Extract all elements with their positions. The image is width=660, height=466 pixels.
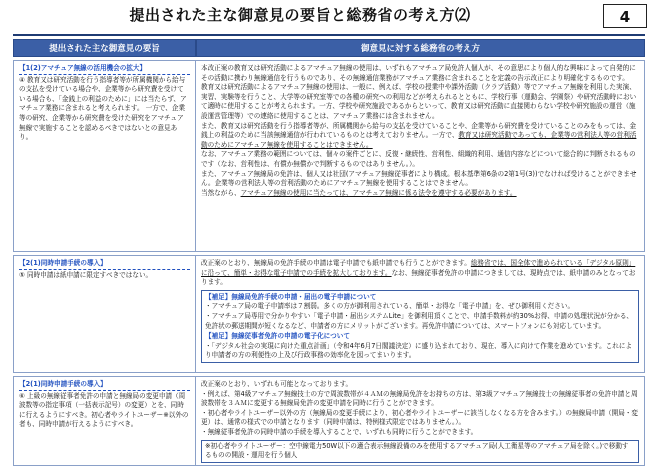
opinion-cell <box>13 60 196 252</box>
response-paragraph: なお、アマチュア業務の範囲については、個々の案件ごとに、反復・継続性、営利性、組織的利用、通信内容などについて総合的に判断されるものです（なお、営利性は、有償か無償かで判断するものではありません。）。 <box>201 150 636 168</box>
supplement-heading: 【補足】無線従事者免許の申請の電子化について <box>205 332 350 341</box>
table-row <box>13 376 645 466</box>
bullet-item: ・初心者やライトユーザー以外の方（無線局の変更手続により、初心者やライトユーザーに該当しなくなる方を含みます。）の無線局申請（開局・変更）は、通常の様式での申請となります（同時申請は、特例様式限定ではありません。）。 <box>201 408 639 427</box>
response-paragraph: また、アマチュア無線局の免許は、個人又は社団(アマチュア無線従事者により構成。根本基準第6条の2第1号(3))でなければ受けることができません。企業等の営利法人等の営利活動のためにアマチュア無線を使用することはできません。 <box>201 169 637 188</box>
table-row <box>13 60 645 252</box>
response-paragraph <box>201 259 639 288</box>
opinion-text: ⑥ 上級の無線従事者免許の申請と無線局の変更申請（周波数等の指定事項（一括表示記号）の変更）とを、同時に行えるようにすべき。初心者やライトユーザー※以外の者も、同時申請が行えるようにすべき。 <box>19 391 189 429</box>
section-label: 【1(2)アマチュア無線の活用機会の拡大】 <box>19 64 190 75</box>
section-label: 【2(1)同時申請手続の導入】 <box>19 259 190 270</box>
response-text: 当然ながら、 <box>201 188 241 197</box>
response-cell <box>196 376 645 466</box>
underlined-text: 教育又は研究活動であっても、企業等の営利法人等の営利活動のためにアマチュア無線を使用することはできません。 <box>201 131 637 149</box>
footnote-box: ※初心者やライトユーザー：空中線電力50W以下の適合表示無線設備のみを使用するアマチュア局(人工衛星等のアマチュア局を除く。)で移動するものの開設・運用を行う個人 <box>201 440 639 463</box>
response-paragraph: 改正案のとおり、いずれも可能となっております。 <box>201 380 353 388</box>
response-paragraph: 教育又は研究活動によるアマチュア無線の使用は、一般に、例えば、学校の授業中や課外活動（クラブ活動）等でアマチュア無線を利用した実演、実習、実験等を行うこと、大学等の研究室等での各種の研究への利用などが考えられるとともに、学校行事（運動会、学園祭）や研究活動時において適時に使用することが考えられます。一方、学校や研究施設であるからといって、教育又は研究活動に直接関わらない学校や研究施設の運営（施設運営管理等）での連絡に使用することは、アマチュア業務には含まれません。 <box>201 83 637 120</box>
underlined-text: 総務省では、国全体で進められている「デジタル原則」に沿って、簡単・お得な電子申請での手続を拡大しております。 <box>201 259 636 277</box>
opinions-table <box>13 39 645 466</box>
supplement-heading: 【補足】無線局免許手続の申請・届出の電子申請について <box>205 292 377 301</box>
response-cell <box>196 60 645 252</box>
bullet-item: ・無線従事者免許の同時申請の手続を導入することで、いずれも同時に行うことができます。 <box>201 427 478 436</box>
bullet-item: ・アマチュア局専用で分かりやすい「電子申請・届出システムLite」を御利用頂くことで、申請手数料が約30%お得、申請の処理状況が分かる、免許状の郵送期間が短くなるなど、申請者の方にメリットがございます。再免許申請については、スマートフォンにも対応しています。 <box>205 311 634 330</box>
bullet-item: ・アマチュア局の電子申請率は７割弱。多くの方が御利用されている、簡単・お得な「電子申請」を、ぜひ御利用ください。 <box>205 302 575 311</box>
bullet-item: ・「デジタル社会の実現に向けた重点計画」（令和4年6月7日閣議決定）に盛り込まれており、現在、導入に向けて作業を進めています。これにより申請者の方の利便性の上及び行政事務の効率化を図ってまいります。 <box>205 341 633 360</box>
opinion-cell <box>13 376 196 466</box>
response-paragraph <box>201 122 639 151</box>
underlined-text: アマチュア無線の使用に当たっては、アマチュア無線に係る法令を遵守する必要があります。 <box>240 188 517 197</box>
title-divider <box>13 34 645 36</box>
response-text: なお、無線従事者免許の申請につきましては、現時点では、紙申請のみとなっております。 <box>201 268 636 287</box>
supplement-box <box>201 290 639 363</box>
section-label: 【2(1)同時申請手続の導入】 <box>19 380 190 391</box>
response-paragraph: 本改正案の教育又は研究活動によるアマチュア無線の使用は、いずれもアマチュア局免許人個人が、その意思により個人的な興味によって自発的にその活動に携わり無線通信を行うものであり、その無線通信業務がアマチュア業務に含まれることを定義の告示改正により明確化するものです。 <box>201 64 636 82</box>
page-number: 4 <box>603 4 647 28</box>
page-title: 提出された主な御意見の要旨と総務省の考え方⑵ <box>129 6 471 24</box>
opinion-text: ④ 教育又は研究活動を行う指導者等が所属機関から給与の支払を受けている場合や、企業等から研究費を受けている場合も、「金銭上の利益のために」には当たらず、アマチュア業務に含まれると考えられます。 一方で、企業等の研究、企業等から研究費を受けた研究をアマチュア無線で実施することを認めるべきではないとの意見あり。 <box>19 75 187 142</box>
table-header <box>13 39 645 57</box>
response-text: また、教育又は研究活動を行う指導者等が、所属機関から給与の支払を受けていることや、企業等から研究費を受けていることのみをもっては、金銭上の利益のために当該無線通信が行われているものとは考えておりません。一方で、 <box>201 121 637 140</box>
header-ministry-view: 御意見に対する総務省の考え方 <box>196 39 645 57</box>
response-cell <box>196 255 645 373</box>
opinion-cell <box>13 255 196 373</box>
response-paragraph <box>201 189 639 199</box>
opinion-text: ⑤ 同時申請は紙申請に限定すべきではない。 <box>19 270 153 279</box>
header-opinion-summary: 提出された主な御意見の要旨 <box>13 39 196 57</box>
response-text: 改正案のとおり、無線局の免許手続の申請は電子申請でも紙申請でも行うことができます。 <box>201 259 471 267</box>
bullet-item: ・例えば、第4級アマチュア無線技士の方で周波数帯が４ＡＭの無線局免許をお持ちの方は、第3級アマチュア無線技士の無線従事者の免許申請と周波数帯を３ＡＭに変更する無線局免許の変更申請を同時に行うことができます。 <box>201 389 638 408</box>
table-row <box>13 255 645 373</box>
